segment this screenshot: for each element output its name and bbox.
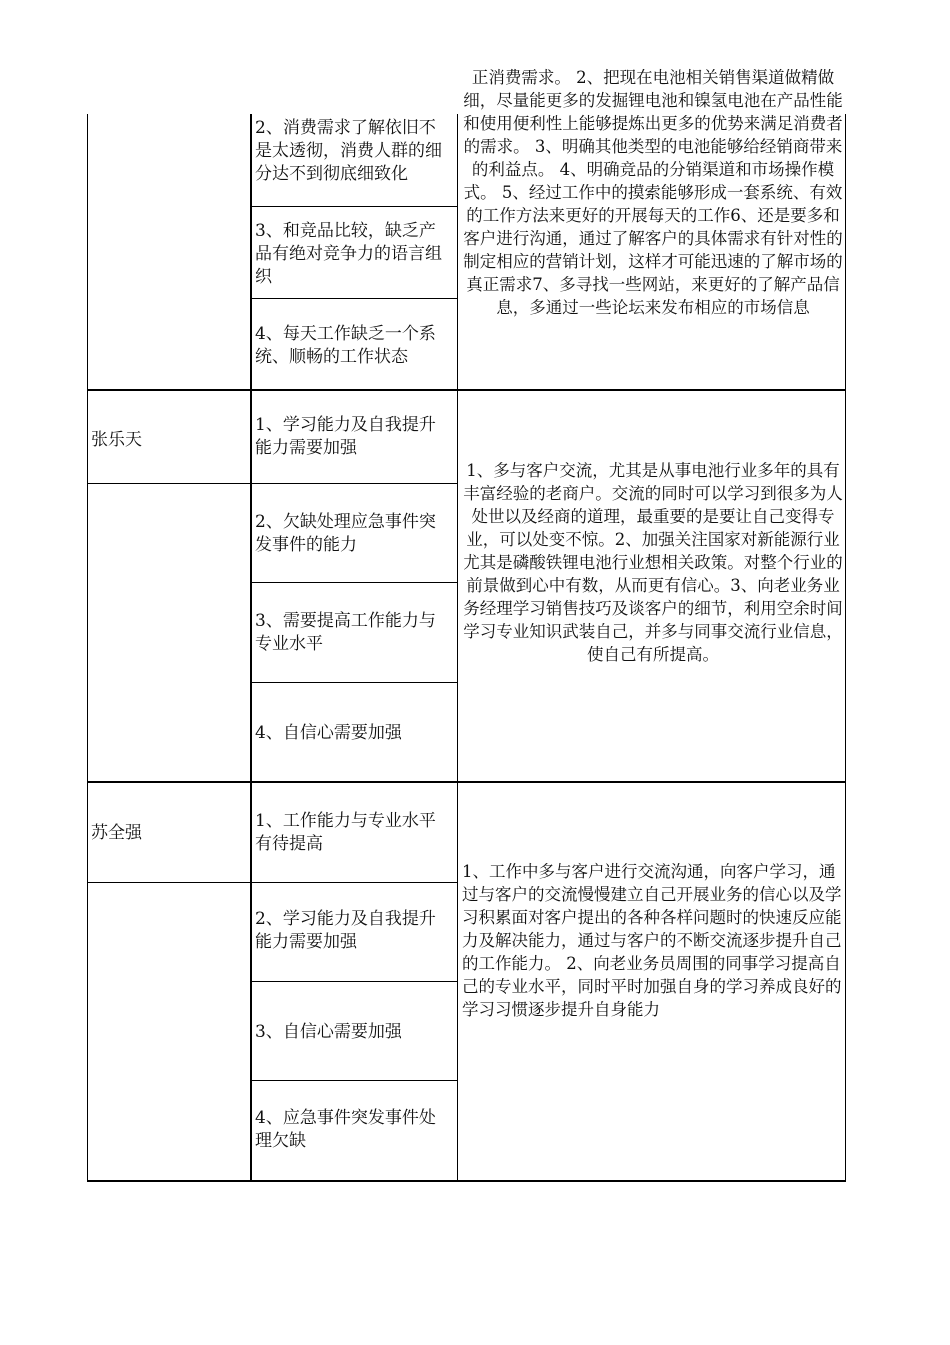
improvement-plan-cell: 1、多与客户交流，尤其是从事电池行业多年的具有丰富经验的老商户。交流的同时可以学习到很多为人处世以及经商的道理，最重要的是要让自己变得专业，可以处变不惊。2、加强关注国家对新能源行业尤其是磷酸铁锂电池行业想相关政策。对整个行业的前景做到心中有数，从而更有信心。3、向老业务业务经理学习销售技巧及谈客户的细节，利用空余时间学习专业知识武装自己，并多与同事交流行业信息，使自己有所提高。 (463, 461, 843, 664)
improvement-plan-cell: 正消费需求。 2、把现在电池相关销售渠道做精做细，尽量能更多的发掘锂电池和镍氢电池在产品性能和使用便利性上能够提炼出更多的优势来满足消费者的需求。 3、明确其他类型的电池能够给经销商带来的利益点。 4、明确竞品的分销渠道和市场操作模式。 5、经过工作中的摸索能够形成一套系统、有效的工作方法来更好的开展每天的工作6、还是要多和客户进行沟通，通过了解客户的具体需求有针对性的制定相应的营销计划，这样才可能迅速的了解市场的真正需求7、多寻找一些网站，来更好的了解产品信息，多通过一些论坛来发布相应的市场信息 (463, 68, 843, 317)
grid-line (87, 781, 846, 783)
issue-cell: 2、欠缺处理应急事件突发事件的能力 (255, 512, 436, 555)
grid-line (845, 114, 846, 1182)
grid-line (87, 389, 846, 391)
issue-cell: 2、学习能力及自我提升能力需要加强 (255, 909, 436, 952)
issue-cell: 2、消费需求了解依旧不是太透彻，消费人群的细分达不到彻底细致化 (255, 118, 442, 184)
issue-cell: 3、和竞品比较，缺乏产品有绝对竞争力的语言组织 (255, 221, 442, 287)
grid-line (87, 882, 458, 883)
issue-cell: 1、学习能力及自我提升能力需要加强 (255, 415, 436, 458)
issue-cell: 4、应急事件突发事件处理欠缺 (255, 1108, 436, 1151)
issue-cell: 4、每天工作缺乏一个系统、顺畅的工作状态 (255, 324, 436, 367)
issue-cell: 4、自信心需要加强 (255, 723, 402, 743)
grid-line (457, 114, 458, 1182)
grid-line (250, 298, 458, 299)
grid-line (250, 1080, 458, 1081)
issue-cell: 3、需要提高工作能力与专业水平 (255, 611, 436, 654)
grid-line (250, 981, 458, 982)
grid-line (87, 114, 88, 1182)
improvement-plan-cell: 1、工作中多与客户进行交流沟通，向客户学习，通过与客户的交流慢慢建立自己开展业务的信心以及学习积累面对客户提出的各种各样问题时的快速反应能力及解决能力，通过与客户的不断交流逐步提升自己的工作能力。 2、向老业务员周围的同事学习提高自己的专业水平，同时平时加强自身的学习养成良好的学习习惯逐步提升自身能力 (462, 862, 842, 1019)
employee-name: 张乐天 (91, 430, 142, 450)
grid-line (87, 1180, 846, 1182)
grid-line (250, 114, 252, 1182)
issue-cell: 1、工作能力与专业水平有待提高 (255, 811, 436, 854)
grid-line (250, 582, 458, 583)
grid-line (87, 483, 458, 484)
grid-line (250, 682, 458, 683)
issue-cell: 3、自信心需要加强 (255, 1022, 402, 1042)
employee-name: 苏全强 (91, 823, 142, 843)
grid-line (250, 206, 458, 207)
